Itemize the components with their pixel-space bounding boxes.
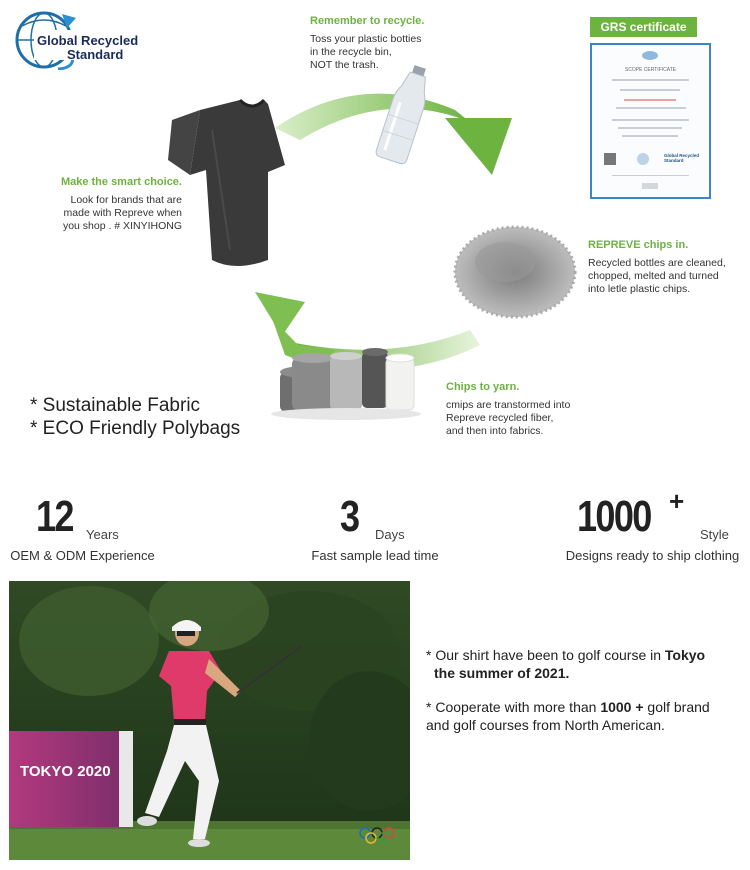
golf-text-block — [426, 646, 741, 734]
step-choice — [20, 176, 182, 233]
step-recycle-line: in the recycle bin, — [310, 46, 392, 58]
logo-line-1: Global Recycled — [37, 33, 139, 48]
step-choice-line: made with Repreve when — [63, 207, 182, 219]
tokyo-2020-sign-text: TOKYO 2020 — [20, 763, 111, 780]
stat-styles — [555, 486, 750, 563]
top-arrow-head — [445, 118, 512, 175]
step-choice-title: Make the smart choice. — [60, 176, 182, 188]
stat-years — [0, 492, 165, 563]
cert-seal-icon — [637, 153, 649, 165]
step-choice-line: you shop . # XINYIHONG — [62, 220, 182, 232]
golf-p2-count: 1000 + — [600, 699, 644, 715]
step-yarn — [446, 381, 570, 438]
cert-doc-title: SCOPE CERTIFICATE — [624, 67, 677, 73]
stat-days-unit: Days — [375, 527, 405, 542]
step-yarn-line: and then into fabrics. — [446, 425, 544, 437]
step-chips-line: into letle plastic chips. — [588, 283, 691, 295]
stat-years-desc: OEM & ODM Experience — [10, 548, 155, 563]
step-chips-title: REPREVE chips in. — [588, 239, 689, 251]
stat-days-desc: Fast sample lead time — [311, 548, 439, 563]
golf-p1-a: * Our shirt have been to golf course in — [426, 647, 665, 663]
step-yarn-line: Repreve recycled fiber, — [446, 412, 554, 424]
grs-certificate-badge: GRS certificate — [590, 17, 697, 37]
step-yarn-line: cmips are transtormed into — [446, 399, 571, 411]
stat-styles-number: 1000 — [577, 492, 651, 541]
stat-days — [300, 492, 450, 563]
grs-certificate-document — [590, 43, 711, 199]
plastic-bottle-icon — [375, 62, 436, 165]
step-yarn-title: Chips to yarn. — [446, 381, 520, 393]
cert-emblem-icon — [642, 51, 658, 60]
golf-p2-a: * Cooperate with more than — [426, 699, 601, 715]
golf-paragraph-1 — [426, 646, 741, 682]
step-recycle-title: Remember to recycle. — [310, 15, 425, 27]
step-choice-line: Look for brands that are — [70, 194, 182, 206]
cert-doc-logo: Global Recycled Standard — [664, 153, 700, 163]
yarn-spools-icon — [271, 348, 421, 420]
golf-photo — [9, 581, 410, 860]
feature-bullets — [30, 394, 240, 440]
step-chips-line: Recycled bottles are cleaned, — [588, 257, 726, 269]
stat-styles-plus: + — [669, 486, 685, 516]
logo-line-2: Standard — [67, 47, 124, 62]
golf-p1-summer: the summer of 2021. — [434, 665, 570, 681]
stat-styles-desc: Designs ready to ship clothing — [565, 548, 740, 563]
stat-days-number: 3 — [340, 492, 359, 541]
stat-styles-unit: Style — [700, 527, 729, 542]
step-recycle — [310, 15, 424, 72]
step-recycle-line: Toss your plastic botties — [310, 33, 422, 45]
golf-p2-c: golf brand — [643, 699, 710, 715]
bullet-sustainable-fabric: * Sustainable Fabric — [30, 395, 201, 416]
step-chips-line: chopped, melted and turned — [588, 270, 719, 282]
stat-years-unit: Years — [86, 527, 119, 542]
cert-qr-icon — [604, 153, 616, 165]
golf-p2-d: and golf courses from North American. — [426, 717, 665, 733]
step-recycle-line: NOT the trash. — [310, 59, 379, 71]
bullet-eco-polybags: * ECO Friendly Polybags — [30, 418, 241, 439]
golf-p1-tokyo: Tokyo — [664, 647, 706, 663]
plastic-chips-icon — [455, 227, 575, 317]
golf-paragraph-2 — [426, 698, 741, 734]
step-chips — [588, 239, 726, 296]
top-cycle-arrow — [275, 94, 470, 140]
tshirt-icon — [168, 100, 285, 266]
stat-years-number: 12 — [36, 492, 73, 541]
